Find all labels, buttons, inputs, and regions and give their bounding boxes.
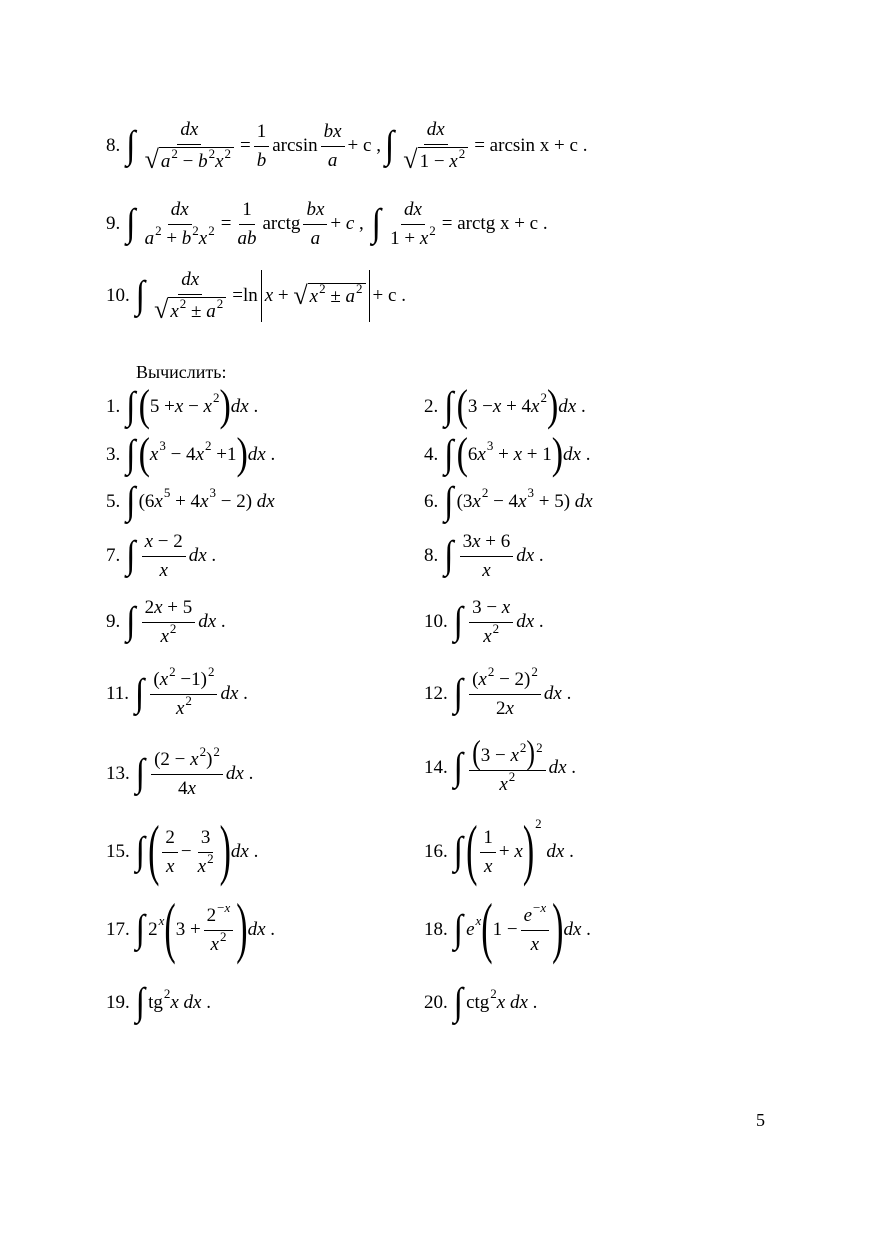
formula-9: 9. ∫ $\frac{dx}{a^2 + b^2x^2}$ = $\frac{1}{ab}$ arctg $\frac{bx}{a}$ + c , ∫ $\frac{dx}{1 + x^2}$ = arctg x + c . <box>106 199 548 249</box>
exercise-20: 20. ∫ ctg $^2$ x dx . <box>424 981 538 1024</box>
exercise-19: 19. ∫ tg $^2$ x dx . <box>106 981 211 1024</box>
page-number: 5 <box>756 1110 765 1130</box>
exercise-14: 14. ∫ $\frac{(3 - x^2)^2}{x^2}$ dx . <box>424 733 577 795</box>
exercise-2: 2. ∫ ( 3 − x + 4 x $^2$ ) dx . <box>424 382 586 431</box>
exercise-3: 3. ∫ ( x $^3$ − 4 x $^2$ +1 ) dx . <box>106 430 276 479</box>
fraction: $\frac{bx}{a}$ <box>321 120 345 173</box>
exercise-10: 10. ∫ $\frac{3 - x}{x^2}$ dx . <box>424 597 544 647</box>
exercise-5: 5. ∫ (6 x $^5$ + 4 x $^3$ − 2) dx <box>106 480 275 523</box>
exercise-11: 11. ∫ $\frac{(x^2 -1)^2}{x^2}$ dx . <box>106 664 248 719</box>
exercise-13: 13. ∫ $\frac{(2 - x^2)^2}{4x}$ dx . <box>106 744 254 799</box>
formula-number: 8. <box>106 135 121 157</box>
exercise-1: 1. ∫ ( 5 + x − x $^2$ ) dx . <box>106 382 259 431</box>
exercise-7: 7. ∫ $\frac{x - 2}{x}$ dx . <box>106 531 217 581</box>
exercise-16: 16. ∫ ( $\frac{1}{x}$ + x ) $^2$ dx . <box>424 814 574 889</box>
exercise-18: 18. ∫ e $^x$ ( 1 − $\frac{e^{-x}}{x}$ ) dx . <box>424 892 591 967</box>
exercise-6: 6. ∫ (3 x $^2$ − 4 x $^3$ + 5) dx <box>424 480 593 523</box>
section-heading: Вычислить: <box>136 362 227 382</box>
integral-sign: ∫ <box>384 124 395 167</box>
exercise-17: 17. ∫ 2 $^x$ ( 3 + $\frac{2^{-x}}{x^2}$ ) dx . <box>106 892 276 967</box>
fraction: $\frac{1}{b}$ <box>254 120 270 173</box>
formula-10: 10. ∫ dx √ $x^2 \pm a^2$ = ln x + √ $x^2 \pm a^2$ + c . <box>106 269 406 324</box>
fraction: dx √ $a^2 - b^2x^2$ <box>142 118 237 175</box>
integral-sign: ∫ <box>126 124 136 167</box>
fraction: dx √ $1 - x^2$ <box>400 118 471 175</box>
exercise-4: 4. ∫ ( 6 x $^3$ + x + 1 ) dx . <box>424 430 591 479</box>
exercise-9: 9. ∫ $\frac{2x + 5}{x^2}$ dx . <box>106 597 226 647</box>
exercise-15: 15. ∫ ( $\frac{2}{x}$ − $\frac{3}{x^2}$ ) dx . <box>106 814 259 889</box>
exercise-8: 8. ∫ $\frac{3x + 6}{x}$ dx . <box>424 531 544 581</box>
formula-8: 8. ∫ dx √ $a^2 - b^2x^2$ = $\frac{1}{b}$ arcsin $\frac{bx}{a}$ + c , ∫ dx √ $1 - x^2$ = arcsin x + c . <box>106 119 588 174</box>
exercise-12: 12. ∫ $\frac{(x^2 - 2)^2}{2x}$ dx . <box>424 664 572 719</box>
